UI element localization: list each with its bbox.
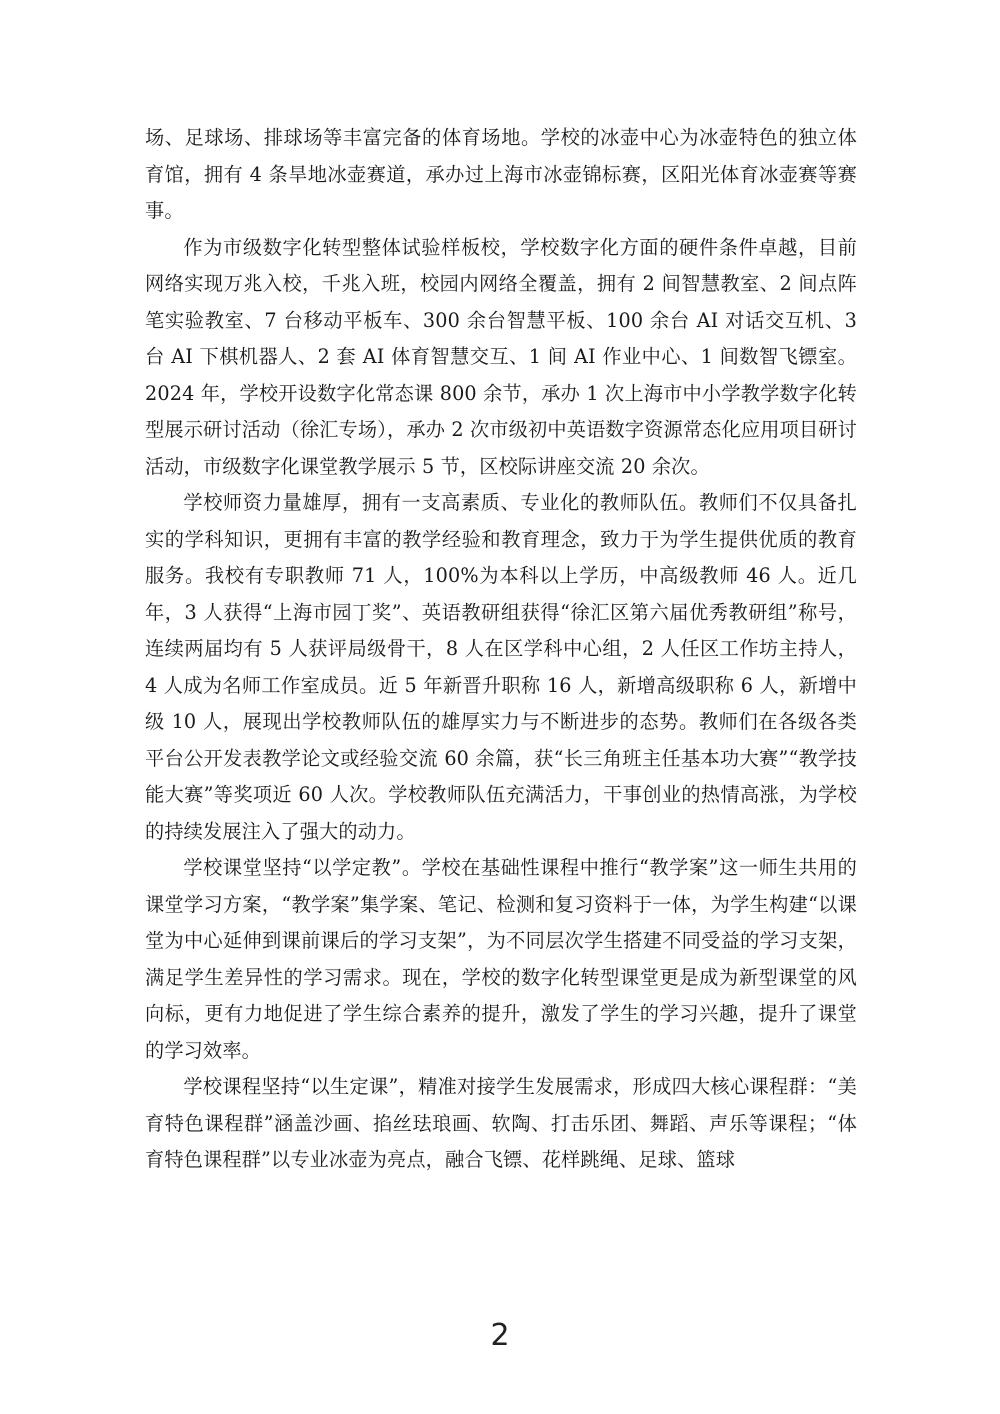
paragraph-classroom: 学校课堂坚持“以学定教”。学校在基础性课程中推行“教学案”这一师生共用的课堂学习方案，“教学案”集学案、笔记、检测和复习资料于一体，为学生构建“以课堂为中心延伸到课前课后的学习支架”，为不同层次学生搭建不同受益的学习支架，满足学生差异性的学习需求。现在，学校的数字化转型课堂更是成为新型课堂的风向标，更有力地促进了学生综合素养的提升，激发了学生的学习兴趣，提升了课堂的学习效率。 <box>145 856 857 1062</box>
paragraph-digital-transformation: 作为市级数字化转型整体试验样板校，学校数字化方面的硬件条件卓越，目前网络实现万兆入校，千兆入班，校园内网络全覆盖，拥有 2 间智慧教室、2 间点阵笔实验教室、7 台移动平板车、300 余台智慧平板、100 余台 AI 对话交互机、3 台 AI 下棋机器人、2 套 AI 体育智慧交互、1 间 AI 作业中心、1 间数智飞镖室。2024 年，学校开设数字化常态课 800 余节，承办 1 次上海市中小学教学数字化转型展示研讨活动（徐汇专场），承办 2 次市级初中英语数字资源常态化应用项目研讨活动，市级数字化课堂教学展示 5 节，区校际讲座交流 20 余次。 <box>145 235 857 478</box>
paragraph-teaching-staff: 学校师资力量雄厚，拥有一支高素质、专业化的教师队伍。教师们不仅具备扎实的学科知识，更拥有丰富的教学经验和教育理念，致力于为学生提供优质的教育服务。我校有专职教师 71 人，100%为本科以上学历，中高级教师 46 人。近几年，3 人获得“上海市园丁奖”、英语教研组获得“徐汇区第六届优秀教研组”称号，连续两届均有 5 人获评局级骨干，8 人在区学科中心组，2 人任区工作坊主持人，4 人成为名师工作室成员。近 5 年新晋升职称 16 人，新增高级职称 6 人，新增中级 10 人，展现出学校教师队伍的雄厚实力与不断进步的态势。教师们在各级各类平台公开发表教学论文或经验交流 60 余篇，获“长三角班主任基本功大赛”“教学技能大赛”等奖项近 60 人次。学校教师队伍充满活力，干事创业的热情高涨，为学校的持续发展注入了强大的动力。 <box>145 491 857 843</box>
paragraph-curriculum: 学校课程坚持“以生定课”，精准对接学生发展需求，形成四大核心课程群：“美育特色课程群”涵盖沙画、掐丝珐琅画、软陶、打击乐团、舞蹈、声乐等课程；“体育特色课程群”以专业冰壶为亮点，融合飞镖、花样跳绳、足球、篮球 <box>145 1075 857 1171</box>
page-number: 2 <box>490 1318 510 1353</box>
document-page <box>145 120 857 1179</box>
paragraph-facilities-continued: 场、足球场、排球场等丰富完备的体育场地。学校的冰壶中心为冰壶特色的独立体育馆，拥有 4 条旱地冰壶赛道，承办过上海市冰壶锦标赛，区阳光体育冰壶赛等赛事。 <box>145 126 857 222</box>
